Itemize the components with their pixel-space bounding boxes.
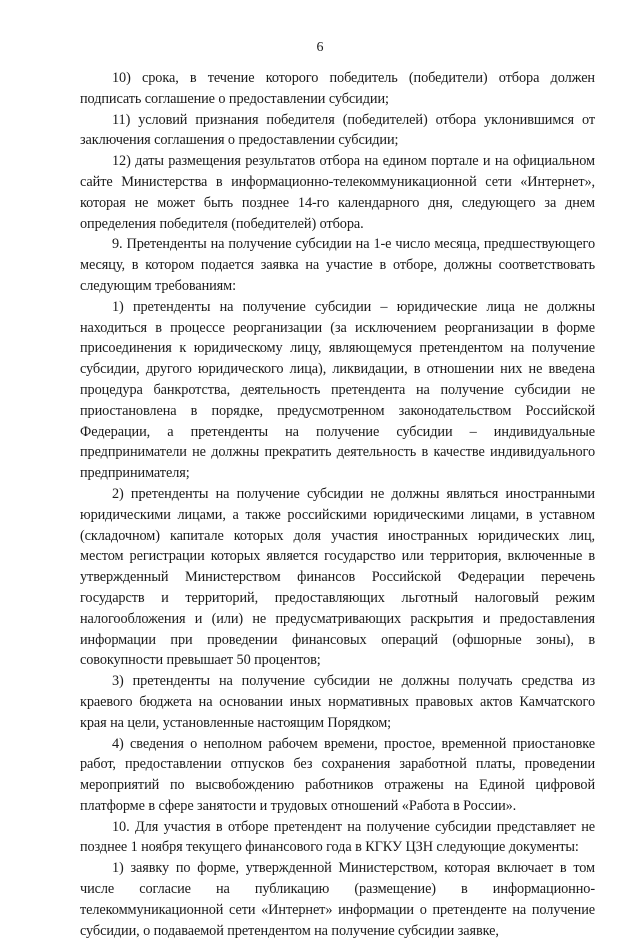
paragraph-item-12: 12) даты размещения результатов отбора на едином портале и на официальном сайте Министерства в информационно-телекоммуникационной сети «Интернет», которая не может быть позднее 14-го календарного дня, следующего за днем определения победителя (победителей) отбора. (80, 153, 595, 232)
paragraph-requirement-3: 3) претенденты на получение субсидии не должны получать средства из краевого бюджета на основании иных нормативных правовых актов Камчатского края на цели, установленные настоящим Порядком; (80, 673, 595, 731)
paragraph-item-11: 11) условий признания победителя (победителей) отбора уклонившимся от заключения соглашения о предоставлении субсидии; (80, 111, 595, 149)
paragraph-section-10: 10. Для участия в отборе претендент на получение субсидии представляет не позднее 1 ноября текущего финансового года в КГКУ ЦЗН следующие документы: (80, 818, 595, 856)
paragraph-item-10: 10) срока, в течение которого победитель (победители) отбора должен подписать соглашение о предоставлении субсидии; (80, 70, 595, 107)
page-number: 6 (316, 40, 324, 55)
paragraph-requirement-1: 1) претенденты на получение субсидии – юридические лица не должны находиться в процессе реорганизации (за исключением реорганизации в форме присоединения к юридическому лицу, являющемуся претендентом на получение субсидии, другого юридического лица), ликвидации, в отношении них не введена процедура банкротства, деятельность претендента на получение субсидии не приостановлена в порядке, предусмотренном законодательством Российской Федерации, а претенденты на получение субсидии – индивидуальные предприниматели не должны прекратить деятельность в качестве индивидуального предпринимателя; (80, 298, 595, 482)
paragraph-requirement-4: 4) сведения о неполном рабочем времени, простое, временной приостановке работ, предоставлении отпусков без сохранения заработной платы, проведении мероприятий по высвобождению работников отражены на Единой цифровой платформе в сфере занятости и трудовых отношений «Работа в России». (80, 735, 595, 814)
paragraph-requirement-2: 2) претенденты на получение субсидии не должны являться иностранными юридическими лицами, а также российскими юридическими лицами, в уставном (складочном) капитале которых доля участия иностранных юридических лиц, местом регистрации которых является государство или территория, включенные в утвержденный Министерством финансов Российской Федерации перечень государств и территорий, предоставляющих льготный налоговый режим налогообложения и (или) не предусматривающих раскрытия и предоставления информации при проведении финансовых операций (офшорные зоны), в совокупности превышает 50 процентов; (80, 485, 595, 669)
document-body (80, 68, 595, 941)
paragraph-section-9: 9. Претенденты на получение субсидии на 1-е число месяца, предшествующего месяцу, в котором подается заявка на участие в отборе, должны соответствовать следующим требованиям: (80, 236, 595, 294)
paragraph-document-1: 1) заявку по форме, утвержденной Министерством, которая включает в том числе согласие на публикацию (размещение) в информационно-телекоммуникационной сети «Интернет» информации о претенденте на получение субсидии, о подаваемой претендентом на получение субсидии заявке, (80, 860, 595, 939)
